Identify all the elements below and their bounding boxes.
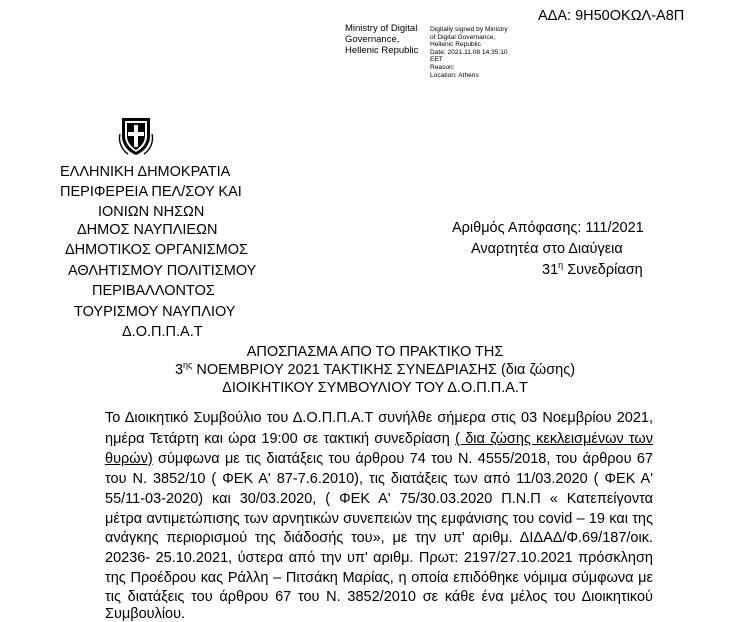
authority-line: ΙΟΝΙΩΝ ΝΗΣΩΝ <box>98 204 205 220</box>
authority-line: ΑΘΛΗΤΙΣΜΟΥ ΠΟΛΙΤΙΣΜΟΥ <box>68 263 257 279</box>
body-line: του Ν. 3852/10 ( ΦΕΚ Α' 87-7.6.2010), τις διατάξεις των από 11/03.2020 ( ΦΕΚ Α' <box>105 471 653 487</box>
session-number: $31^\eta$ Συνεδρίαση <box>542 260 643 278</box>
signer-line: Governance, <box>345 34 400 45</box>
authority-line: Δ.Ο.Π.Π.Α.Τ <box>122 324 203 340</box>
signer-line: Ministry of Digital <box>345 23 418 34</box>
body-line: τις διατάξεις του άρθρου 67 του Ν. 3852/2010 σε κάθε ένα μέλος του Διοικητικού <box>105 589 653 605</box>
signature-line: of Digital Governance, <box>430 33 496 41</box>
signer-line: Hellenic Republic <box>345 45 419 56</box>
digital-signature-details <box>430 26 508 79</box>
title-line: $3^{\eta\varsigma}$ ΝΟΕΜΒΡΙΟΥ 2021 ΤΑΚΤΙΚΗΣ ΣΥΝΕΔΡΙΑΣΗΣ (δια ζώσης) <box>174 360 576 378</box>
decision-number: Αριθμός Απόφασης: 111/2021 <box>452 220 644 236</box>
signature-line: EET <box>430 56 443 64</box>
posted-on-diavgeia: Αναρτητέα στο Διαύγεια <box>471 241 623 257</box>
signature-line: Date: 2021.11.08 14:35:10 <box>430 48 508 56</box>
title-line: ΑΠΟΣΠΑΣΜΑ ΑΠΟ ΤΟ ΠΡΑΚΤΙΚΟ ΤΗΣ <box>246 344 504 360</box>
greek-coat-of-arms-icon <box>118 114 154 163</box>
signature-line: Digitally signed by Ministry <box>430 26 508 33</box>
digital-signer <box>345 23 418 56</box>
authority-line: ΤΟΥΡΙΣΜΟΥ ΝΑΥΠΛΙΟΥ <box>74 304 236 320</box>
authority-line: ΔΗΜΟΣ ΝΑΥΠΛΙΕΩΝ <box>77 222 218 238</box>
body-line: 55/11-03-2020) και 30/03.2020, ( ΦΕΚ Α' 75/30.03.2020 Π.Ν.Π « Κατεπείγοντα <box>105 491 653 507</box>
body-line: ανάγκης περιορισμού της διάδοσής του», με την υπ' αριθμ. ΔΙΔΑΔ/Φ.69/187/οικ. <box>105 530 653 546</box>
body-line: Το Διοικητικό Συμβούλιο του Δ.Ο.Π.Π.Α.Τ συνήλθε σήμερα στις 03 Νοεμβρίου 2021, <box>105 410 653 426</box>
signature-line: Location: Athens <box>430 71 479 79</box>
body-line: ημέρα Τετάρτη και ώρα 19:00 σε τακτική συνεδρίαση ( δια ζώσης κεκλεισμένων των <box>105 431 653 447</box>
authority-line: ΠΕΡΙΦΕΡΕΙΑ ΠΕΛ/ΣΟΥ ΚΑΙ <box>60 184 242 200</box>
body-line: της Προέδρου κας Ράλλη – Πιτσάκη Μαρίας, η οποία επιδόθηκε νόμιμα σύμφωνα με <box>105 570 653 586</box>
body-line: θυρών) σύμφωνα με τις διατάξεις του άρθρου 74 του Ν. 4555/2018, του άρθρου 67 <box>105 451 653 467</box>
signature-line: Reason: <box>430 63 455 71</box>
body-line: Συμβουλίου. <box>105 606 186 622</box>
authority-line: ΔΗΜΟΤΙΚΟΣ ΟΡΓΑΝΙΣΜΟΣ <box>65 242 248 258</box>
ada-code: ΑΔΑ: 9Η50ΟΚΩΛ-Α8Π <box>538 8 685 24</box>
authority-line: ΕΛΛΗΝΙΚΗ ΔΗΜΟΚΡΑΤΙΑ <box>60 164 231 180</box>
body-line: μέτρα αντιμετώπισης των αρνητικών συνεπειών της εμφάνισης του covid – 19 και της <box>105 511 653 527</box>
authority-line: ΠΕΡΙΒΑΛΛΟΝΤΟΣ <box>92 283 215 299</box>
signature-line: Hellenic Republic <box>430 41 481 49</box>
body-line: 20236- 25.10.2021, ύστερα από την υπ' αριθμ. Πρωτ: 2197/27.10.2021 πρόσκληση <box>105 550 653 566</box>
title-line: ΔΙΟΙΚΗΤΙΚΟΥ ΣΥΜΒΟΥΛΙΟΥ ΤΟΥ Δ.Ο.Π.Π.Α.Τ <box>222 380 528 396</box>
